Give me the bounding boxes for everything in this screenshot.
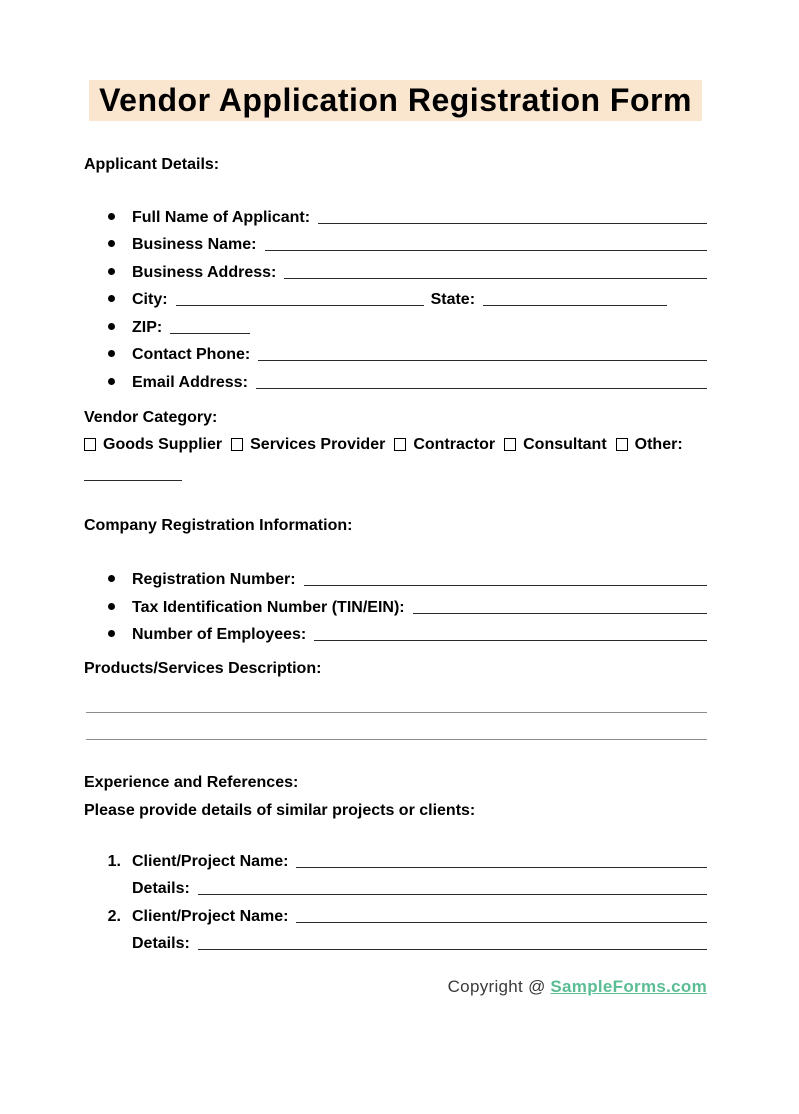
list-item-client-2-name — [84, 898, 707, 926]
client-1-details-blank-field[interactable] — [198, 883, 707, 895]
bullet-icon — [84, 575, 132, 589]
form-title: Vendor Application Registration Form — [89, 80, 702, 121]
bullet-icon — [84, 268, 132, 282]
business-address-blank-field[interactable] — [284, 267, 707, 279]
bullet-icon — [84, 603, 132, 617]
description-blank-line-1[interactable] — [86, 712, 707, 713]
field-label: Client/Project Name: — [132, 907, 289, 925]
field-label: Business Address: — [132, 263, 277, 281]
field-label: Registration Number: — [132, 571, 296, 588]
state-blank-field[interactable] — [483, 294, 667, 306]
bullet-icon — [84, 295, 132, 309]
checkbox-services-provider-icon[interactable] — [231, 438, 243, 451]
company-registration-list — [84, 562, 707, 645]
checkbox-goods-supplier-icon[interactable] — [84, 438, 96, 451]
client-1-name-blank-field[interactable] — [296, 856, 707, 868]
list-item-client-2-details — [84, 926, 707, 954]
list-item-contact-phone — [84, 337, 707, 365]
field-label: Details: — [132, 880, 190, 897]
field-label: Email Address: — [132, 373, 248, 391]
list-item-client-1-details — [84, 871, 707, 899]
list-item-tin-ein — [84, 589, 707, 617]
checkbox-label: Other: — [634, 435, 683, 453]
option-services-provider — [231, 436, 385, 454]
bullet-icon — [84, 240, 132, 254]
full-name-blank-field[interactable] — [318, 212, 707, 224]
bullet-icon — [84, 323, 132, 337]
checkbox-label: Goods Supplier — [103, 435, 223, 453]
field-label: ZIP: — [132, 318, 163, 336]
field-label: Number of Employees: — [132, 626, 307, 643]
vendor-category-heading: Vendor Category: — [84, 408, 218, 426]
checkbox-consultant-icon[interactable] — [504, 438, 516, 451]
applicant-details-list — [84, 199, 707, 392]
field-label: State: — [430, 291, 476, 308]
business-name-blank-field[interactable] — [265, 239, 708, 251]
company-registration-heading: Company Registration Information: — [84, 516, 353, 534]
sampleforms-link[interactable]: SampleForms.com — [550, 977, 707, 996]
list-number: 2. — [107, 907, 121, 925]
checkbox-label: Contractor — [413, 435, 496, 453]
experience-references-heading: Experience and References: — [84, 774, 299, 791]
list-item-city-state — [84, 282, 707, 310]
experience-subheading: Please provide details of similar projects or clients: — [84, 802, 476, 819]
list-item-email-address — [84, 364, 707, 392]
list-item-business-address — [84, 254, 707, 282]
list-item-registration-number — [84, 562, 707, 590]
option-other — [616, 436, 683, 454]
field-label: Contact Phone: — [132, 346, 251, 363]
footer — [84, 975, 707, 998]
checkbox-label: Services Provider — [250, 435, 386, 453]
client-2-name-blank-field[interactable] — [296, 911, 707, 923]
client-project-list — [84, 843, 707, 953]
other-blank-field[interactable] — [84, 464, 182, 481]
option-contractor — [394, 436, 495, 454]
list-item-full-name — [84, 199, 707, 227]
copyright-text: Copyright @ — [447, 977, 546, 996]
description-blank-line-2[interactable] — [86, 739, 707, 740]
checkbox-contractor-icon[interactable] — [394, 438, 406, 451]
contact-phone-blank-field[interactable] — [258, 349, 707, 361]
list-number: 1. — [107, 852, 121, 870]
field-label: Tax Identification Number (TIN/EIN): — [132, 598, 405, 616]
field-label: Full Name of Applicant: — [132, 208, 311, 226]
field-label: Details: — [132, 935, 190, 952]
bullet-icon — [84, 378, 132, 392]
email-address-blank-field[interactable] — [256, 377, 707, 389]
registration-number-blank-field[interactable] — [304, 574, 707, 586]
client-2-details-blank-field[interactable] — [198, 938, 707, 950]
field-label: Client/Project Name: — [132, 852, 289, 870]
applicant-details-heading: Applicant Details: — [84, 156, 220, 173]
employees-blank-field[interactable] — [314, 629, 707, 641]
list-item-zip — [84, 309, 707, 337]
tin-ein-blank-field[interactable] — [413, 602, 707, 614]
zip-blank-field[interactable] — [170, 322, 250, 334]
vendor-category-options — [84, 436, 707, 454]
option-goods-supplier — [84, 436, 222, 454]
list-item-business-name — [84, 227, 707, 255]
field-label: City: — [132, 291, 168, 308]
field-label: Business Name: — [132, 236, 257, 253]
bullet-icon — [84, 630, 132, 644]
document-page — [0, 80, 799, 1114]
bullet-icon — [84, 213, 132, 227]
city-blank-field[interactable] — [176, 294, 424, 306]
list-item-number-of-employees — [84, 617, 707, 645]
checkbox-other-icon[interactable] — [616, 438, 628, 451]
list-item-client-1-name — [84, 843, 707, 871]
bullet-icon — [84, 350, 132, 364]
option-consultant — [504, 436, 607, 454]
products-services-heading: Products/Services Description: — [84, 660, 322, 677]
checkbox-label: Consultant — [523, 435, 607, 453]
